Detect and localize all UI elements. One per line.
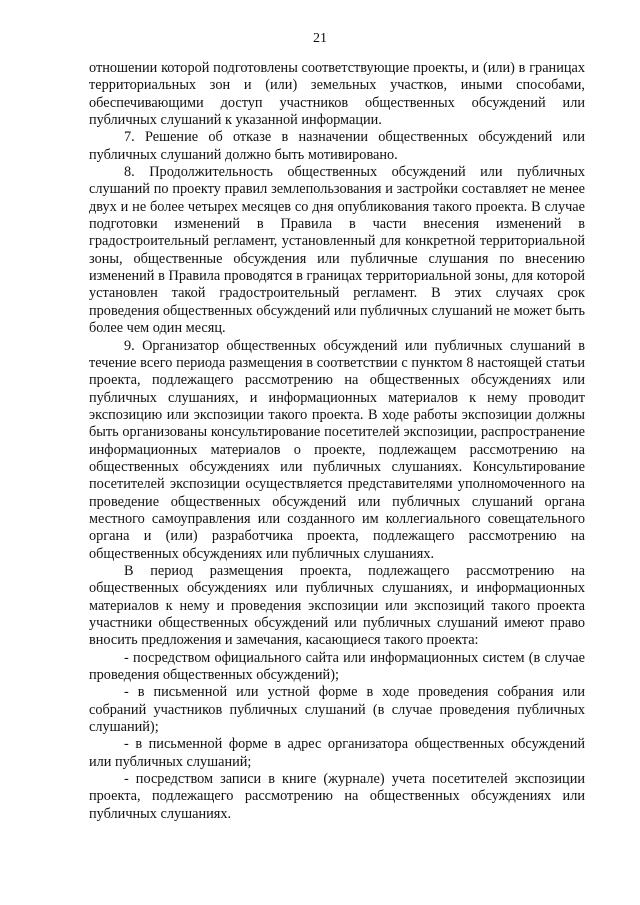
paragraph-item-8: 8. Продолжительность общественных обсуждений или публичных слушаний по проекту правил землепользования и застройки составляет не менее двух и не более четырех месяцев со дня опубликования такого проекта. В случае подготовки изменений в Правила в части внесения изменений в градостроительный регламент, установленный для конкретной территориальной зоны, общественные обсуждения или публичные слушания по внесению изменений в Правила проводятся в границах территориальной зоны, для которой установлен такой градостроительный регламент. В этих случаях срок проведения общественных обсуждений или публичных слушаний не может быть более чем один месяц. xyxy=(89,164,585,337)
list-item-meeting: - в письменной или устной форме в ходе проведения собрания или собраний участников публичных слушаний (в случае проведения публичных слушаний); xyxy=(89,684,585,736)
paragraph-proposals-intro: В период размещения проекта, подлежащего рассмотрению на общественных обсуждениях или публичных слушаниях, и информационных материалов к нему и проведения экспозиции или экспозиций такого проекта участники общественных обсуждений или публичных слушаний имеют право вносить предложения и замечания, касающиеся такого проекта: xyxy=(89,562,585,649)
list-item-journal: - посредством записи в книге (журнале) учета посетителей экспозиции проекта, подлежащего рассмотрению на общественных обсуждениях или публичных слушаниях. xyxy=(89,771,585,822)
paragraph-continuation: отношении которой подготовлены соответствующие проекты, и (или) в границах территориальных зон и (или) земельных участков, иными способами, обеспечивающими доступ участников общественных обсуждений или публичных слушаний к указанной информации. xyxy=(89,60,585,129)
paragraph-item-7: 7. Решение об отказе в назначении общественных обсуждений или публичных слушаний должно быть мотивировано. xyxy=(89,129,585,163)
list-item-website: - посредством официального сайта или информационных систем (в случае проведения общественных обсуждений); xyxy=(89,649,585,684)
list-item-written: - в письменной форме в адрес организатора общественных обсуждений или публичных слушаний; xyxy=(89,736,585,770)
document-body xyxy=(89,60,585,823)
paragraph-item-9: 9. Организатор общественных обсуждений или публичных слушаний в течение всего периода размещения в соответствии с пунктом 8 настоящей статьи проекта, подлежащего рассмотрению на общественных обсуждениях или публичных слушаниях, и информационных материалов к нему проводит экспозицию или экспозиции такого проекта. В ходе работы экспозиции должны быть организованы консультирование посетителей экспозиции, распространение информационных материалов о проекте, подлежащем рассмотрению на общественных обсуждениях или публичных слушаниях. Консультирование посетителей экспозиции осуществляется представителями уполномоченного на проведение общественных обсуждений или публичных слушаний органа местного самоуправления или созданного им коллегиального совещательного органа и (или) разработчика проекта, подлежащего рассмотрению на общественных обсуждениях или публичных слушаниях. xyxy=(89,337,585,562)
page-number: 21 xyxy=(313,31,327,46)
